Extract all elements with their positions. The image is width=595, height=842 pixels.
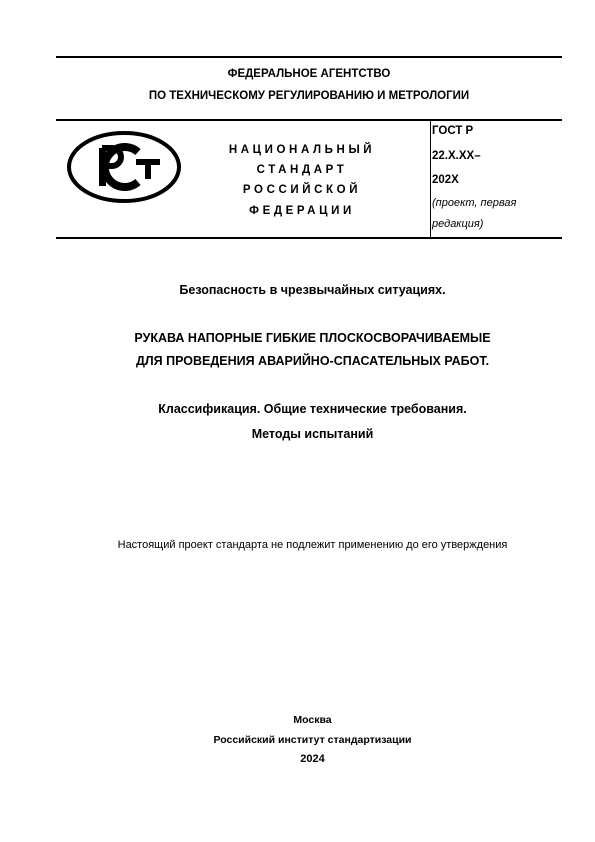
gost-year: 202Х <box>432 174 459 186</box>
subtitle-line-1: Классификация. Общие технические требования. <box>158 402 467 416</box>
footer-publisher: Российский институт стандартизации <box>213 734 412 746</box>
footer-year: 2024 <box>300 753 325 765</box>
gost-edition-line-2: редакция) <box>432 218 484 230</box>
agency-line-2: ПО ТЕХНИЧЕСКОМУ РЕГУЛИРОВАНИЮ И МЕТРОЛОГИИ <box>148 90 470 102</box>
draft-notice: Настоящий проект стандарта не подлежит применению до его утверждения <box>117 539 508 551</box>
gost-number: 22.Х.ХХ– <box>432 150 481 162</box>
main-title-line-1: РУКАВА НАПОРНЫЕ ГИБКИЕ ПЛОСКОСВОРАЧИВАЕМЫЕ <box>134 331 491 345</box>
standard-line-1: НАЦИОНАЛЬНЫЙ <box>228 144 376 156</box>
gost-edition-line-1: (проект, первая <box>432 197 517 209</box>
bottom-header-rule <box>56 237 562 239</box>
standard-line-2: СТАНДАРТ <box>256 164 348 176</box>
top-rule <box>56 56 562 58</box>
footer-city: Москва <box>293 714 332 726</box>
gost-label: ГОСТ Р <box>432 125 474 137</box>
agency-line-1: ФЕДЕРАЛЬНОЕ АГЕНТСТВО <box>227 68 391 80</box>
subtitle-line-2: Методы испытаний <box>251 427 374 441</box>
standard-line-4: ФЕДЕРАЦИИ <box>249 205 355 217</box>
header-rule <box>56 119 562 121</box>
gost-left-divider <box>430 119 431 237</box>
standard-line-3: РОССИЙСКОЙ <box>242 184 362 196</box>
gost-r-logo-icon <box>66 130 182 204</box>
series-title: Безопасность в чрезвычайных ситуациях. <box>179 283 446 297</box>
main-title-line-2: ДЛЯ ПРОВЕДЕНИЯ АВАРИЙНО-СПАСАТЕЛЬНЫХ РАБОТ. <box>135 354 490 368</box>
